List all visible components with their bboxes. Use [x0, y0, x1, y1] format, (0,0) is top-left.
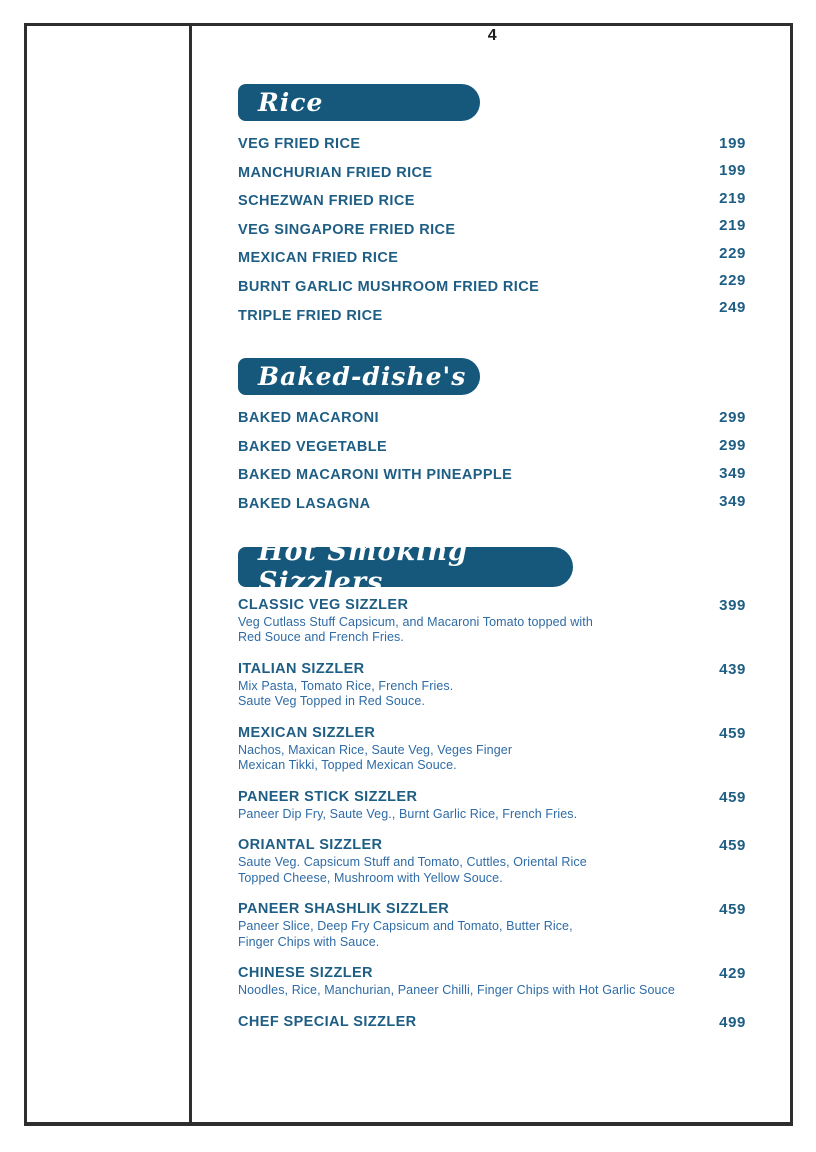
item-price: 429: [719, 965, 746, 983]
menu-item-header: [238, 724, 746, 743]
item-price-column: [719, 404, 746, 518]
item-description-line: Finger Chips with Sauce.: [238, 934, 380, 949]
item-name: MEXICAN SIZZLER: [238, 724, 376, 741]
item-price: 349: [719, 464, 746, 482]
item-price: 249: [719, 299, 746, 317]
item-name: BAKED MACARONI: [238, 410, 379, 427]
menu-item-header: [238, 660, 746, 679]
item-name: SCHEZWAN FRIED RICE: [238, 193, 415, 210]
item-name: PANEER SHASHLIK SIZZLER: [238, 901, 450, 918]
item-price: 219: [719, 189, 746, 207]
item-price: 299: [719, 409, 746, 427]
item-description-line: Paneer Slice, Deep Fry Capsicum and Tomato, Butter Rice,: [238, 919, 573, 934]
item-price: 349: [719, 492, 746, 510]
item-name: CHINESE SIZZLER: [238, 965, 373, 982]
section-item-columns: [238, 130, 746, 330]
menu-item-header: [238, 964, 746, 983]
item-name: MEXICAN FRIED RICE: [238, 250, 399, 267]
item-description-line: Topped Cheese, Mushroom with Yellow Souce.: [238, 870, 503, 885]
item-price: 459: [719, 788, 746, 806]
item-name: BURNT GARLIC MUSHROOM FRIED RICE: [238, 278, 540, 295]
section-header-pill: [238, 358, 480, 395]
left-spine-column: [27, 26, 192, 1122]
menu-item: [238, 900, 746, 950]
item-name: ITALIAN SIZZLER: [238, 660, 365, 677]
section-title: Baked-dishe's: [258, 362, 467, 392]
item-price: 459: [719, 837, 746, 855]
section-title: Hot Smoking Sizzlers: [258, 535, 468, 598]
item-name: CHEF SPECIAL SIZZLER: [238, 1013, 417, 1030]
menu-item: [238, 964, 746, 999]
menu-item-header: [238, 836, 746, 855]
menu-item-header: [238, 900, 746, 919]
item-price: 459: [719, 901, 746, 919]
menu-item: [238, 1013, 746, 1032]
item-name: BAKED VEGETABLE: [238, 438, 388, 455]
item-price: 499: [719, 1013, 746, 1031]
item-name: TRIPLE FRIED RICE: [238, 307, 383, 324]
menu-item-header: [238, 596, 746, 615]
item-name: VEG FRIED RICE: [238, 136, 361, 152]
item-name-column: [238, 130, 539, 330]
section-header-pill: [238, 535, 573, 598]
item-price: 459: [719, 724, 746, 742]
menu-item: [238, 836, 746, 886]
menu-item: [238, 660, 746, 710]
item-price: 199: [719, 162, 746, 180]
section-title: Rice: [258, 88, 324, 117]
item-description-line: Mexican Tikki, Topped Mexican Souce.: [238, 758, 457, 773]
menu-item: [238, 596, 746, 646]
menu-item: [238, 788, 746, 823]
menu-item-header: [238, 1013, 746, 1032]
menu-item: [238, 724, 746, 774]
item-name: VEG SINGAPORE FRIED RICE: [238, 221, 456, 238]
item-price: 439: [719, 660, 746, 678]
item-name: BAKED MACARONI WITH PINEAPPLE: [238, 467, 513, 484]
menu-section-hot-smoking-sizzlers: [238, 535, 746, 1032]
item-description-line: Red Souce and French Fries.: [238, 630, 404, 645]
item-description-line: Saute Veg Topped in Red Souce.: [238, 694, 425, 709]
item-description-line: Mix Pasta, Tomato Rice, French Fries.: [238, 678, 454, 693]
item-name: BAKED LASAGNA: [238, 495, 371, 512]
menu-section-rice: [238, 84, 746, 330]
menu-item-header: [238, 788, 746, 807]
item-name: CLASSIC VEG SIZZLER: [238, 596, 409, 613]
item-price-column: [719, 130, 746, 330]
item-description-line: Veg Cutlass Stuff Capsicum, and Macaroni Tomato topped with: [238, 614, 593, 629]
section-item-columns: [238, 404, 746, 518]
item-description-line: Paneer Dip Fry, Saute Veg., Burnt Garlic Rice, French Fries.: [238, 806, 578, 821]
item-name: ORIANTAL SIZZLER: [238, 837, 383, 854]
item-description-line: Noodles, Rice, Manchurian, Paneer Chilli, Finger Chips with Hot Garlic Souce: [238, 983, 675, 998]
item-price: 229: [719, 272, 746, 290]
item-price: 229: [719, 244, 746, 262]
page-number: 4: [487, 27, 498, 44]
item-name-column: [238, 404, 512, 518]
item-description-line: Nachos, Maxican Rice, Saute Veg, Veges Finger: [238, 742, 513, 757]
item-price: 399: [719, 596, 746, 614]
item-price: 219: [719, 217, 746, 235]
item-price: 199: [719, 135, 746, 152]
menu-section-baked-dishes: [238, 358, 746, 518]
menu-content: [238, 84, 746, 1046]
item-price: 299: [719, 436, 746, 454]
item-name: MANCHURIAN FRIED RICE: [238, 164, 433, 181]
item-description-line: Saute Veg. Capsicum Stuff and Tomato, Cuttles, Oriental Rice: [238, 855, 587, 870]
section-header-pill: [238, 84, 480, 121]
item-name: PANEER STICK SIZZLER: [238, 788, 418, 805]
